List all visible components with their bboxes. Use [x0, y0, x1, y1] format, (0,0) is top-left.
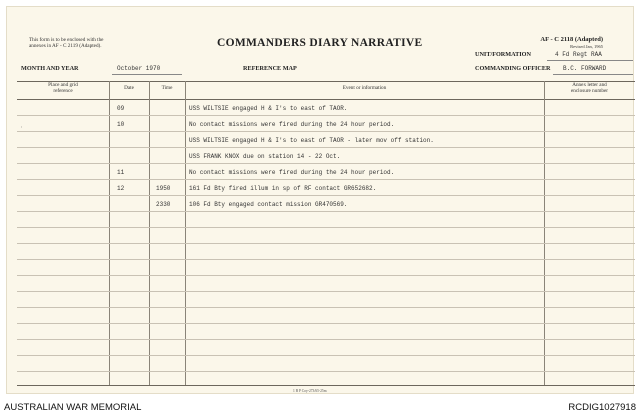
form-note: This form is to be enclosed with the annexes in AF - C 2119 (Adapted). [29, 37, 104, 50]
month-year-value: October 1970 [117, 65, 161, 72]
ruled-line [17, 115, 635, 116]
ruled-line [17, 179, 635, 180]
ruled-line [17, 227, 635, 228]
ruled-line [17, 339, 635, 340]
ruled-line [17, 275, 635, 276]
entry-date: 12 [117, 185, 125, 192]
reference-map-label: REFERENCE MAP [243, 65, 297, 72]
form-sheet [6, 6, 634, 394]
printer-imprint: 1 B P Coy-273/65-25m [293, 389, 327, 393]
entry-date: 11 [117, 169, 125, 176]
ruled-line [17, 163, 635, 164]
entry-event: No contact missions were fired during the 24 hour period. [189, 169, 395, 176]
ruled-line [17, 355, 635, 356]
archive-id: RCDIG1027918 [568, 402, 636, 413]
entry-time: 1950 [156, 185, 171, 192]
ruled-line [17, 323, 635, 324]
ruled-line [17, 259, 635, 260]
unit-underline [547, 60, 633, 61]
header-annex: Annex letter and enclosure number [570, 82, 609, 94]
ruled-line [17, 243, 635, 244]
table-bottom-rule [17, 385, 635, 386]
ruled-line [17, 211, 635, 212]
ruled-line [17, 195, 635, 196]
month-year-label: MONTH AND YEAR [21, 65, 79, 72]
entry-event: 161 Fd Bty fired illum in sp of RF contact GR652682. [189, 185, 377, 192]
entry-event: No contact missions were fired during the 24 hour period. [189, 121, 395, 128]
form-number: AF - C 2118 (Adapted) [540, 36, 603, 43]
archive-credit: AUSTRALIAN WAR MEMORIAL [4, 402, 142, 413]
commanding-officer-underline [553, 74, 633, 75]
unit-formation-label: UNIT/FORMATION [475, 51, 531, 58]
ruled-line [17, 291, 635, 292]
entry-event: USS WILTSIE engaged H & I's to east of TAOR. [189, 105, 348, 112]
entry-time: 2330 [156, 201, 171, 208]
ruled-line [17, 131, 635, 132]
entry-date: 10 [117, 121, 125, 128]
form-revision: Revised Jan, 1965 [570, 44, 603, 49]
month-year-underline [112, 74, 182, 75]
entry-event: 106 Fd Bty engaged contact mission GR470569. [189, 201, 348, 208]
margin-tick-mark: ' [21, 127, 22, 132]
unit-formation-value: 4 Fd Regt RAA [555, 51, 602, 58]
commanding-officer-label: COMMANDING OFFICER [475, 65, 551, 72]
header-date: Date [124, 85, 134, 91]
header-place: Place and grid reference [48, 82, 78, 94]
entry-event: USS WILTSIE engaged H & I's to east of TAOR - later mov off station. [189, 137, 434, 144]
ruled-line [17, 147, 635, 148]
header-time: Time [161, 85, 173, 91]
ruled-line [17, 307, 635, 308]
header-event: Event or information [342, 85, 387, 91]
commanding-officer-value: B.C. FORWARD [563, 65, 607, 72]
ruled-line [17, 371, 635, 372]
entry-event: USS FRANK KNOX due on station 14 - 22 Oct. [189, 153, 341, 160]
entry-date: 09 [117, 105, 125, 112]
page-title: COMMANDERS DIARY NARRATIVE [217, 37, 423, 49]
